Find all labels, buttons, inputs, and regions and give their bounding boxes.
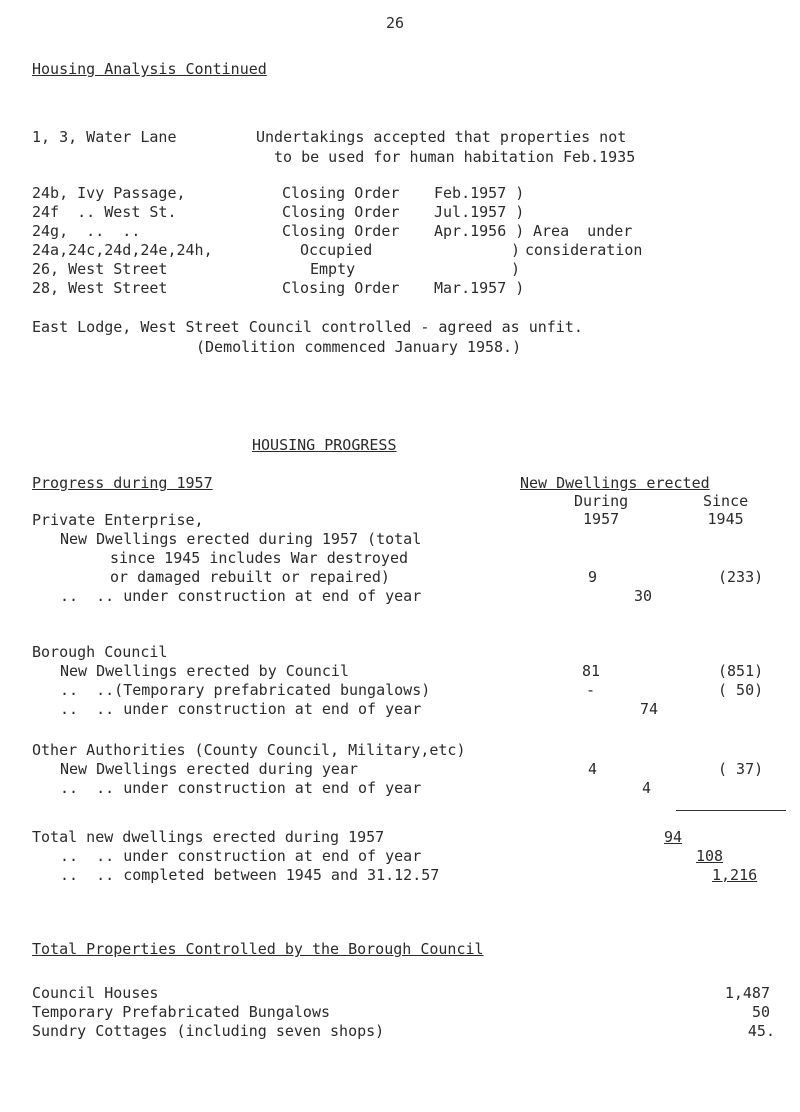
date-row: ) xyxy=(511,241,521,259)
other-authorities-label: Other Authorities (County Council, Military,etc) xyxy=(32,741,466,759)
other-line: .. .. under construction at end of year xyxy=(60,779,422,797)
demolition-note: (Demolition commenced January 1958.) xyxy=(196,338,522,356)
private-line: since 1945 includes War destroyed xyxy=(110,549,409,567)
page-heading: Housing Analysis Continued xyxy=(32,60,267,78)
borough-line: .. .. under construction at end of year xyxy=(60,700,422,718)
date-row: ) xyxy=(511,260,521,278)
borough-temp-since: ( 50) xyxy=(718,681,764,699)
property-value: 1,487 xyxy=(724,984,770,1002)
status-row: Closing Order xyxy=(282,222,400,240)
date-row: Apr.1956 ) xyxy=(434,222,525,240)
area-note-2: consideration xyxy=(525,241,643,259)
address-row: 24g, .. .. xyxy=(32,222,141,240)
property-label: Sundry Cottages (including seven shops) xyxy=(32,1022,385,1040)
borough-line: .. ..(Temporary prefabricated bungalows) xyxy=(60,681,431,699)
totals-line: .. .. under construction at end of year xyxy=(60,847,422,865)
totals-line: Total new dwellings erected during 1957 xyxy=(32,828,385,846)
status-row: Closing Order xyxy=(282,203,400,221)
date-row: Feb.1957 ) xyxy=(434,184,525,202)
borough-line: New Dwellings erected by Council xyxy=(60,662,349,680)
date-row: Mar.1957 ) xyxy=(434,279,525,297)
total-completed-value: 1,216 xyxy=(712,866,758,884)
other-construction-value: 4 xyxy=(642,779,652,797)
property-label: Temporary Prefabricated Bungalows xyxy=(32,1003,331,1021)
page-number: 26 xyxy=(386,14,405,32)
status-water-lane-2: to be used for human habitation Feb.1935 xyxy=(274,148,636,166)
private-construction-value: 30 xyxy=(634,587,653,605)
status-row: Occupied xyxy=(300,241,373,259)
property-value: 50 xyxy=(751,1003,770,1021)
column-group-header: New Dwellings erected xyxy=(520,474,710,492)
address-row: 24f .. West St. xyxy=(32,203,177,221)
other-since-value: ( 37) xyxy=(718,760,764,778)
address-row: 26, West Street xyxy=(32,260,168,278)
housing-progress-title: HOUSING PROGRESS xyxy=(252,436,397,454)
borough-council-label: Borough Council xyxy=(32,643,168,661)
status-row: Closing Order xyxy=(282,184,400,202)
date-row: Jul.1957 ) xyxy=(434,203,525,221)
private-line: .. .. under construction at end of year xyxy=(60,587,422,605)
status-water-lane: Undertakings accepted that properties not xyxy=(256,128,627,146)
other-line: New Dwellings erected during year xyxy=(60,760,359,778)
address-water-lane: 1, 3, Water Lane xyxy=(32,128,177,146)
borough-during-value: 81 xyxy=(582,662,601,680)
borough-since-value: (851) xyxy=(718,662,764,680)
properties-title: Total Properties Controlled by the Borough Council xyxy=(32,940,484,958)
status-row: Empty xyxy=(310,260,356,278)
totals-line: .. .. completed between 1945 and 31.12.57 xyxy=(60,866,440,884)
private-during-value: 9 xyxy=(588,568,598,586)
property-label: Council Houses xyxy=(32,984,159,1002)
address-row: 28, West Street xyxy=(32,279,168,297)
address-row: 24b, Ivy Passage, xyxy=(32,184,186,202)
section-title: Progress during 1957 xyxy=(32,474,213,492)
total-erected-value: 94 xyxy=(664,828,683,846)
private-line: New Dwellings erected during 1957 (total xyxy=(60,530,422,548)
borough-temp-during: - xyxy=(586,681,596,699)
east-lodge-note: East Lodge, West Street Council controlled - agreed as unfit. xyxy=(32,318,583,336)
column-header-since-1945: Since 1945 xyxy=(703,492,749,528)
borough-construction-value: 74 xyxy=(640,700,659,718)
private-line: or damaged rebuilt or repaired) xyxy=(110,568,390,586)
column-header-during-1957: During 1957 xyxy=(574,492,629,528)
other-during-value: 4 xyxy=(588,760,598,778)
total-construction-value: 108 xyxy=(696,847,724,865)
address-row: 24a,24c,24d,24e,24h, xyxy=(32,241,213,259)
area-note: Area under xyxy=(533,222,633,240)
private-since-value: (233) xyxy=(718,568,764,586)
private-enterprise-label: Private Enterprise, xyxy=(32,511,204,529)
divider-rule xyxy=(676,810,786,811)
status-row: Closing Order xyxy=(282,279,400,297)
property-value: 45. xyxy=(747,1022,775,1040)
